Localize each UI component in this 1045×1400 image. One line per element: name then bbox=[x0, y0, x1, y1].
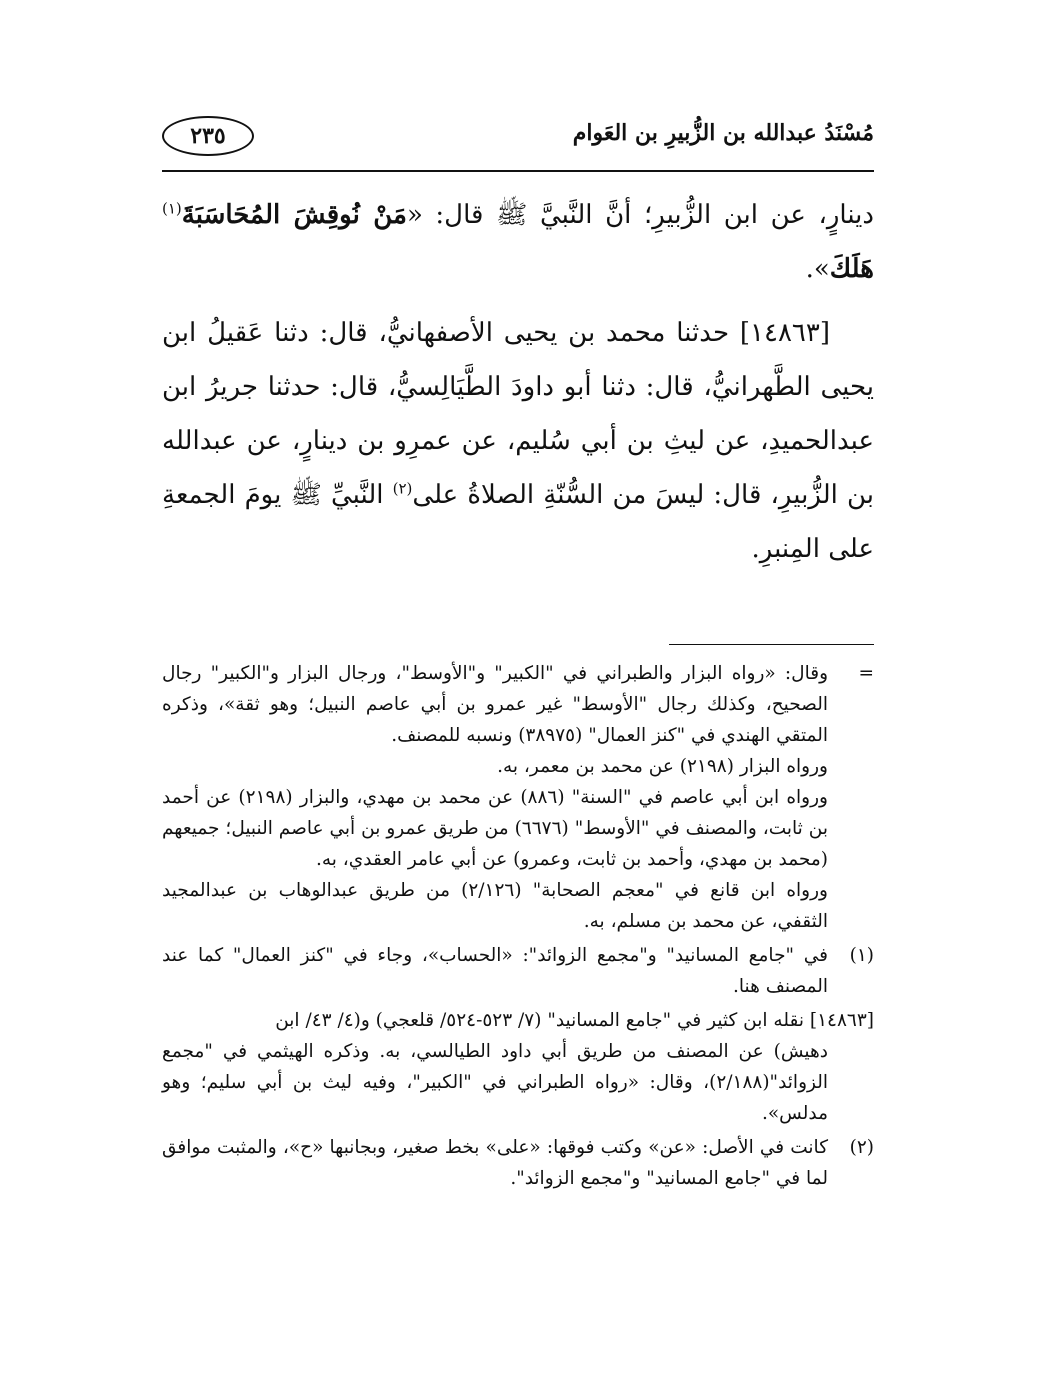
footnotes bbox=[162, 658, 874, 1197]
footnote-paragraph: ورواه البزار (٢١٩٨) عن محمد بن معمر، به. bbox=[497, 756, 828, 777]
footnote-ref-1: (١) bbox=[162, 199, 182, 218]
footnote-paragraph: ورواه ابن قانع في "معجم الصحابة" (٢/١٢٦) من طريق عبدالوهاب بن عبدالمجيد الثقفي، عن محمد بن مسلم، به. bbox=[162, 880, 828, 932]
hadith-close: ». bbox=[805, 254, 830, 284]
footnote-text: في "جامع المسانيد" و"مجمع الزوائد": «الحساب»، وجاء في "كنز العمال" كما عند المصنف هنا. bbox=[162, 945, 828, 997]
footnote-paragraph: وقال: «رواه البزار والطبراني في "الكبير" و"الأوسط"، ورجال البزار و"الكبير" رجال الصحيح، وكذلك رجال "الأوسط" غير عمرو بن أبي عاصم النبيل؛ وهو ثقة»، وذكره المتقي الهندي في "كنز العمال" (٣٨٩٧٥) ونسبه للمصنف. bbox=[162, 663, 828, 746]
hadith-quote: مَنْ نُوقِشَ المُحَاسَبَةَ bbox=[181, 200, 407, 230]
footnote-text: كانت في الأصل: «عن» وكتب فوقها: «على» بخط صغير، وبجانبها «ح»، والمثبت موافق لما في "جامع المسانيد" و"مجمع الزوائد". bbox=[162, 1137, 828, 1189]
running-title: مُسْنَدُ عبدالله بن الزُّبيرِ بن العَوام bbox=[572, 120, 874, 146]
hadith-text-end: النَّبيِّ ﷺ يومَ الجمعةِ على المِنبرِ. bbox=[162, 480, 874, 564]
footnote-marker: (٢) bbox=[849, 1137, 874, 1158]
footnote-continuation bbox=[162, 658, 874, 937]
hadith-text: دينارٍ، عن ابن الزُّبيرِ؛ أنَّ النَّبيَّ ﷺ قال: « bbox=[406, 200, 874, 230]
footnote-text-continued: دهيش) عن المصنف من طريق أبي داود الطيالسي، به. وذكره الهيثمي في "مجمع الزوائد"(٢/١٨٨)، وقال: «رواه الطبراني في "الكبير"، وفيه ليث بن أبي سليم؛ وهو مدلس». bbox=[162, 1041, 828, 1124]
footnote-1 bbox=[162, 940, 874, 1002]
footnote-marker: (١) bbox=[849, 945, 874, 966]
hadith-paragraph-14863 bbox=[162, 306, 874, 576]
page-number: ٢٣٥ bbox=[162, 116, 254, 156]
main-text bbox=[162, 188, 874, 576]
hadith-text: [١٤٨٦٣] حدثنا محمد بن يحيى الأصفهانيُّ، قال: دثنا عَقيلُ ابن يحيى الطَّهرانيُّ، قال: دثنا أبو داودَ الطَّيَالِسيُّ، قال: حدثنا جريرُ ابن عبدالحميدِ، عن ليثِ بن أبي سُليم، عن عمرِو بن دينارٍ، عن عبدالله بن الزُّبيرِ، قال: ليسَ من السُّنّةِ الصلاةُ على bbox=[162, 318, 874, 510]
footnote-ref-number: [١٤٨٦٣] bbox=[809, 1010, 874, 1031]
footnote-2 bbox=[162, 1132, 874, 1194]
header-rule bbox=[162, 170, 874, 172]
footnote-14863 bbox=[162, 1005, 874, 1129]
footnote-paragraph: ورواه ابن أبي عاصم في "السنة" (٨٨٦) عن محمد بن مهدي، والبزار (٢١٩٨) عن أحمد بن ثابت، والمصنف في "الأوسط" (٦٦٧٦) من طريق عمرو بن أبي عاصم النبيل؛ جميعهم (محمد بن مهدي، وأحمد بن ثابت، وعمرو) عن أبي عامر العقدي، به. bbox=[162, 787, 829, 870]
page-header bbox=[162, 112, 874, 168]
hadith-quote-end: هَلَكَ bbox=[829, 254, 874, 284]
footnote-text: نقله ابن كثير في "جامع المسانيد" (٧/ ٥٢٣-٥٢٤/ قلعجي) و(٤/ ٤٣/ ابن bbox=[275, 1010, 810, 1031]
footnote-ref-2: (٢) bbox=[392, 479, 413, 498]
footnote-separator bbox=[669, 644, 874, 645]
continuation-marker: = bbox=[858, 663, 874, 684]
hadith-paragraph bbox=[162, 188, 874, 296]
